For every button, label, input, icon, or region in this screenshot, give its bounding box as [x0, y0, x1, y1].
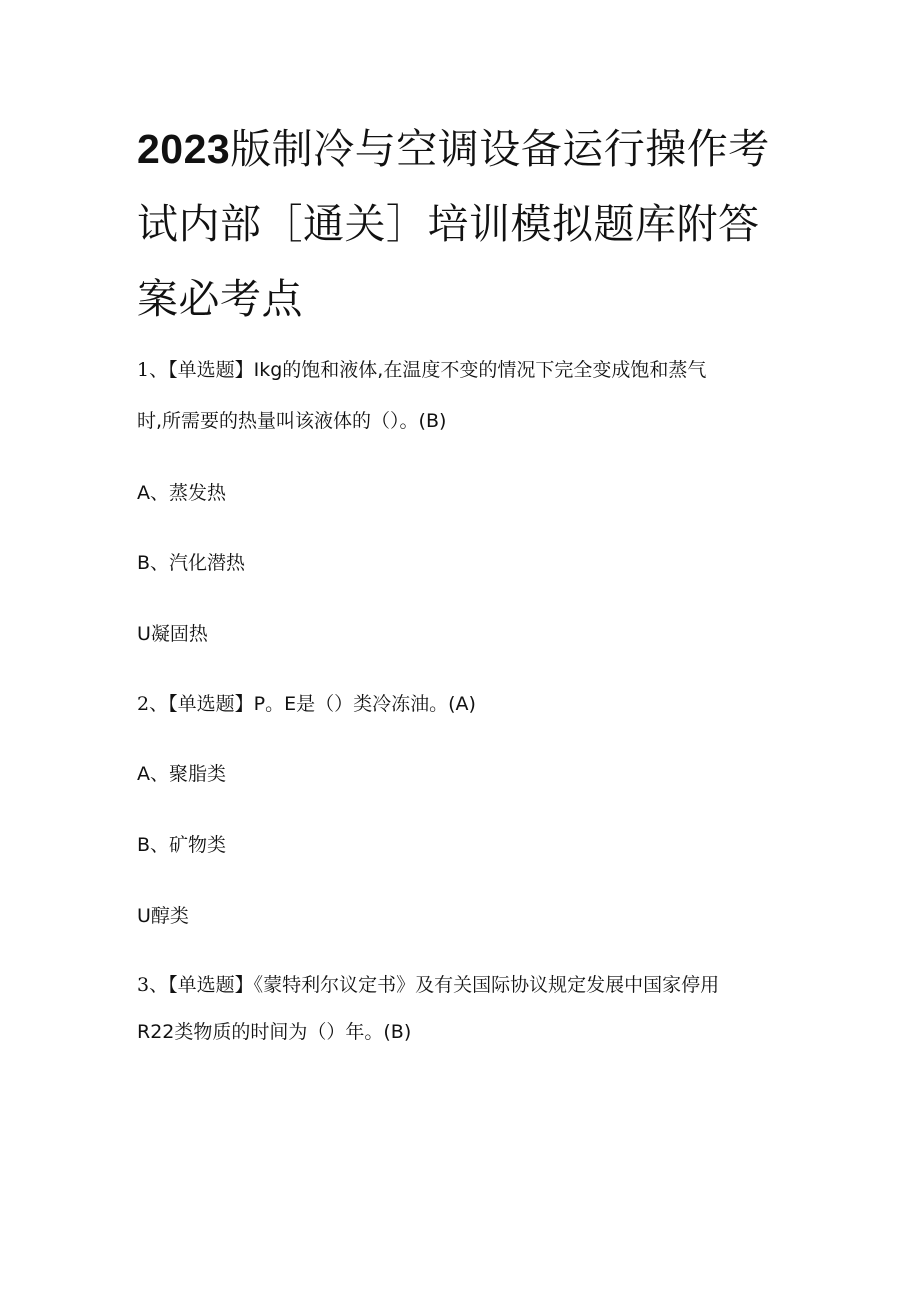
question-1-option-c: U凝固热	[137, 623, 208, 645]
question-2-text: P。E是（）类冷冻油。(A)	[253, 693, 476, 715]
question-3-number: 3、	[137, 974, 169, 996]
question-3-stem-line-1	[137, 973, 719, 997]
question-1-text: Ikg的饱和液体,在温度不变的情况下完全变成饱和蒸气	[253, 359, 707, 381]
question-3-text: 《蒙特利尔议定书》及有关国际协议规定发展中国家停用	[253, 974, 720, 996]
question-1-stem-line-2: 时,所需要的热量叫该液体的（）。(B)	[137, 410, 447, 432]
question-1-type: 【单选题】	[168, 359, 254, 381]
question-2-stem-line-1	[137, 692, 476, 716]
document-title	[137, 112, 797, 337]
question-2-type: 【单选题】	[168, 693, 254, 715]
question-2-option-c: U醇类	[137, 905, 189, 927]
title-text: 版制冷与空调设备运行操作考试内部［通关］培训模拟题库附答案必考点	[137, 125, 770, 323]
question-2-option-a: A、聚脂类	[137, 763, 226, 785]
question-2-number: 2、	[137, 693, 169, 715]
title-year: 2023	[137, 126, 231, 172]
question-3-stem-line-2: R22类物质的时间为（）年。(B)	[137, 1021, 412, 1043]
question-1-number: 1、	[137, 359, 169, 381]
question-1-option-b: B、汽化潜热	[137, 552, 246, 574]
question-1-option-a: A、蒸发热	[137, 482, 226, 504]
question-1-stem-line-1	[137, 358, 706, 382]
question-3-type: 【单选题】	[168, 974, 254, 996]
question-2-option-b: B、矿物类	[137, 834, 227, 856]
